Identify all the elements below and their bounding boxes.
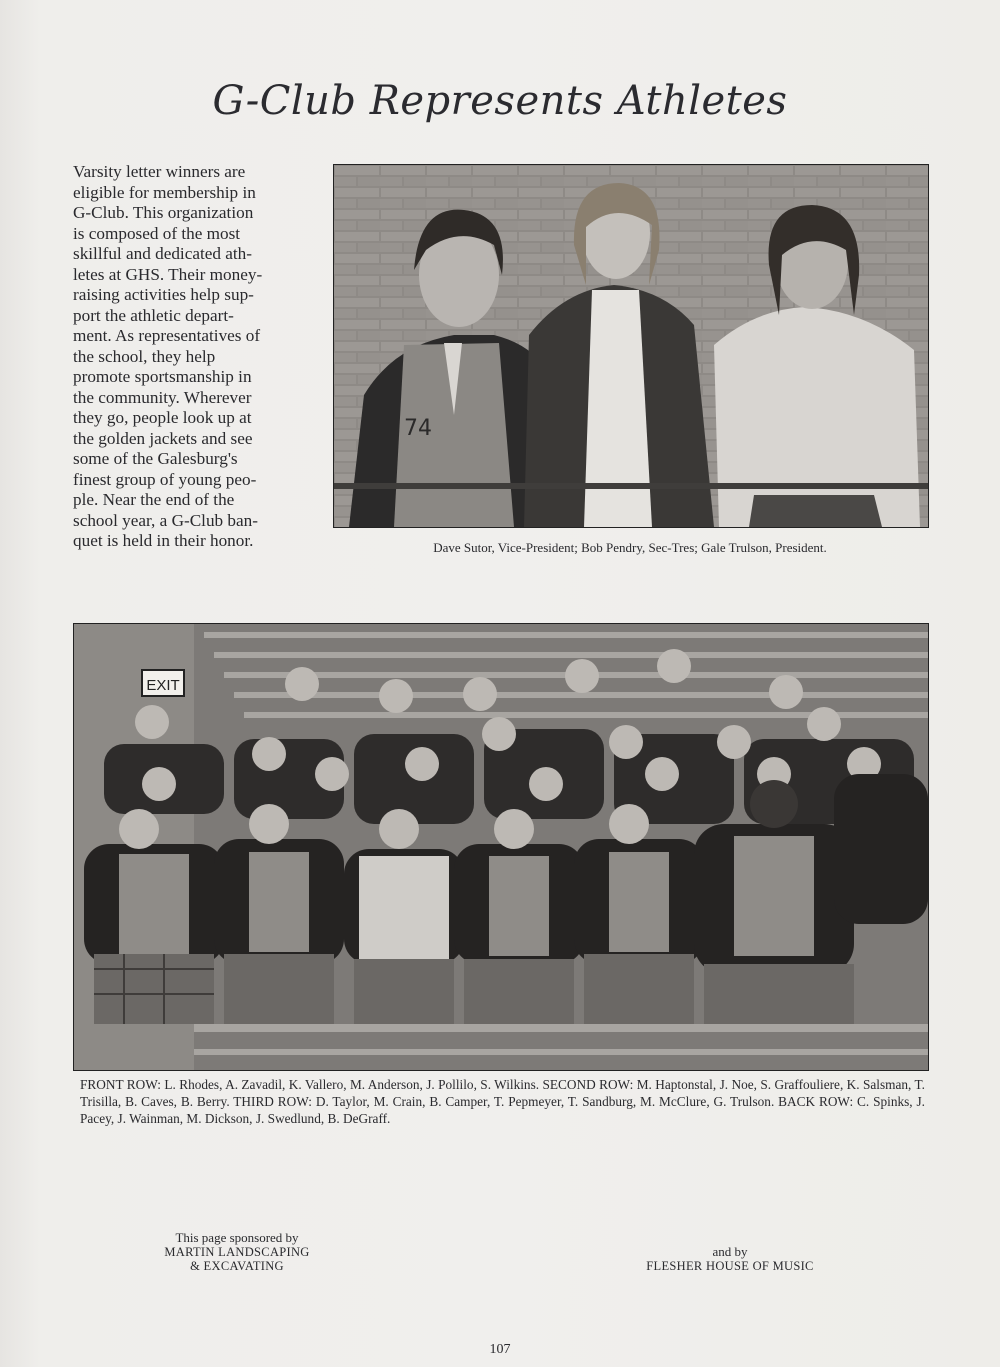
sponsor-name: MARTIN LANDSCAPING bbox=[164, 1245, 310, 1259]
intro-line: ment. As representatives of bbox=[73, 326, 261, 345]
intro-line: skillful and dedicated ath- bbox=[73, 244, 252, 263]
intro-line: eligible for membership in bbox=[73, 182, 256, 202]
intro-line: is composed of the most bbox=[73, 223, 241, 243]
sponsor-name-cont: & EXCAVATING bbox=[190, 1259, 284, 1273]
intro-line: school year, a G-Club ban- bbox=[73, 510, 258, 530]
group-photo-illustration bbox=[74, 624, 928, 1070]
group-caption: FRONT ROW: L. Rhodes, A. Zavadil, K. Vallero, M. Anderson, J. Pollilo, S. Wilkins. SECOND ROW: M. Haptonstal, J. Noe, S. Graffouliere, K. Salsman, T. Trisilla, B. Caves, B. Berry. THIRD ROW: D. Taylor, M. Crain, B. Camper, T. Pepmeyer, T. Sandburg, M. McClure, G. Trulson. BACK ROW: C. Spinks, J. Pacey, J. Wainman, M. Dickson, J. Swedlund, B. DeGraff. bbox=[80, 1077, 925, 1126]
intro-line: ple. Near the end of the bbox=[73, 490, 235, 509]
sponsor-intro: and by bbox=[712, 1244, 748, 1259]
group-photo bbox=[73, 623, 929, 1071]
page-number: 107 bbox=[489, 1342, 511, 1357]
intro-line: letes at GHS. Their money- bbox=[73, 264, 263, 284]
svg-text:74: 74 bbox=[404, 416, 432, 441]
officers-photo-illustration bbox=[334, 165, 928, 527]
page-title: G-Club Represents Athletes bbox=[212, 78, 788, 124]
intro-line: Varsity letter winners are bbox=[73, 162, 246, 181]
sponsor-left bbox=[137, 1231, 337, 1273]
intro-line: finest group of young peo- bbox=[73, 469, 257, 489]
intro-line: raising activities help sup- bbox=[73, 285, 254, 304]
intro-line: the community. Wherever bbox=[73, 387, 252, 407]
intro-line: some of the Galesburg's bbox=[73, 449, 238, 468]
sponsor-right bbox=[605, 1245, 855, 1273]
intro-line: they go, people look up at bbox=[73, 408, 252, 427]
intro-paragraph bbox=[73, 162, 303, 552]
officers-photo bbox=[333, 164, 929, 528]
intro-line: quet is held in their honor. bbox=[73, 531, 254, 550]
intro-line: the school, they help bbox=[73, 346, 216, 366]
sponsor-name: FLESHER HOUSE OF MUSIC bbox=[646, 1259, 814, 1273]
exit-sign: EXIT bbox=[146, 677, 180, 694]
officers-caption: Dave Sutor, Vice-President; Bob Pendry, Sec-Tres; Gale Trulson, President. bbox=[433, 540, 827, 555]
intro-line: G-Club. This organization bbox=[73, 203, 254, 222]
intro-line: promote sportsmanship in bbox=[73, 367, 252, 386]
intro-line: the golden jackets and see bbox=[73, 428, 253, 448]
sponsor-intro: This page sponsored by bbox=[175, 1230, 299, 1245]
intro-line: port the athletic depart- bbox=[73, 305, 234, 325]
